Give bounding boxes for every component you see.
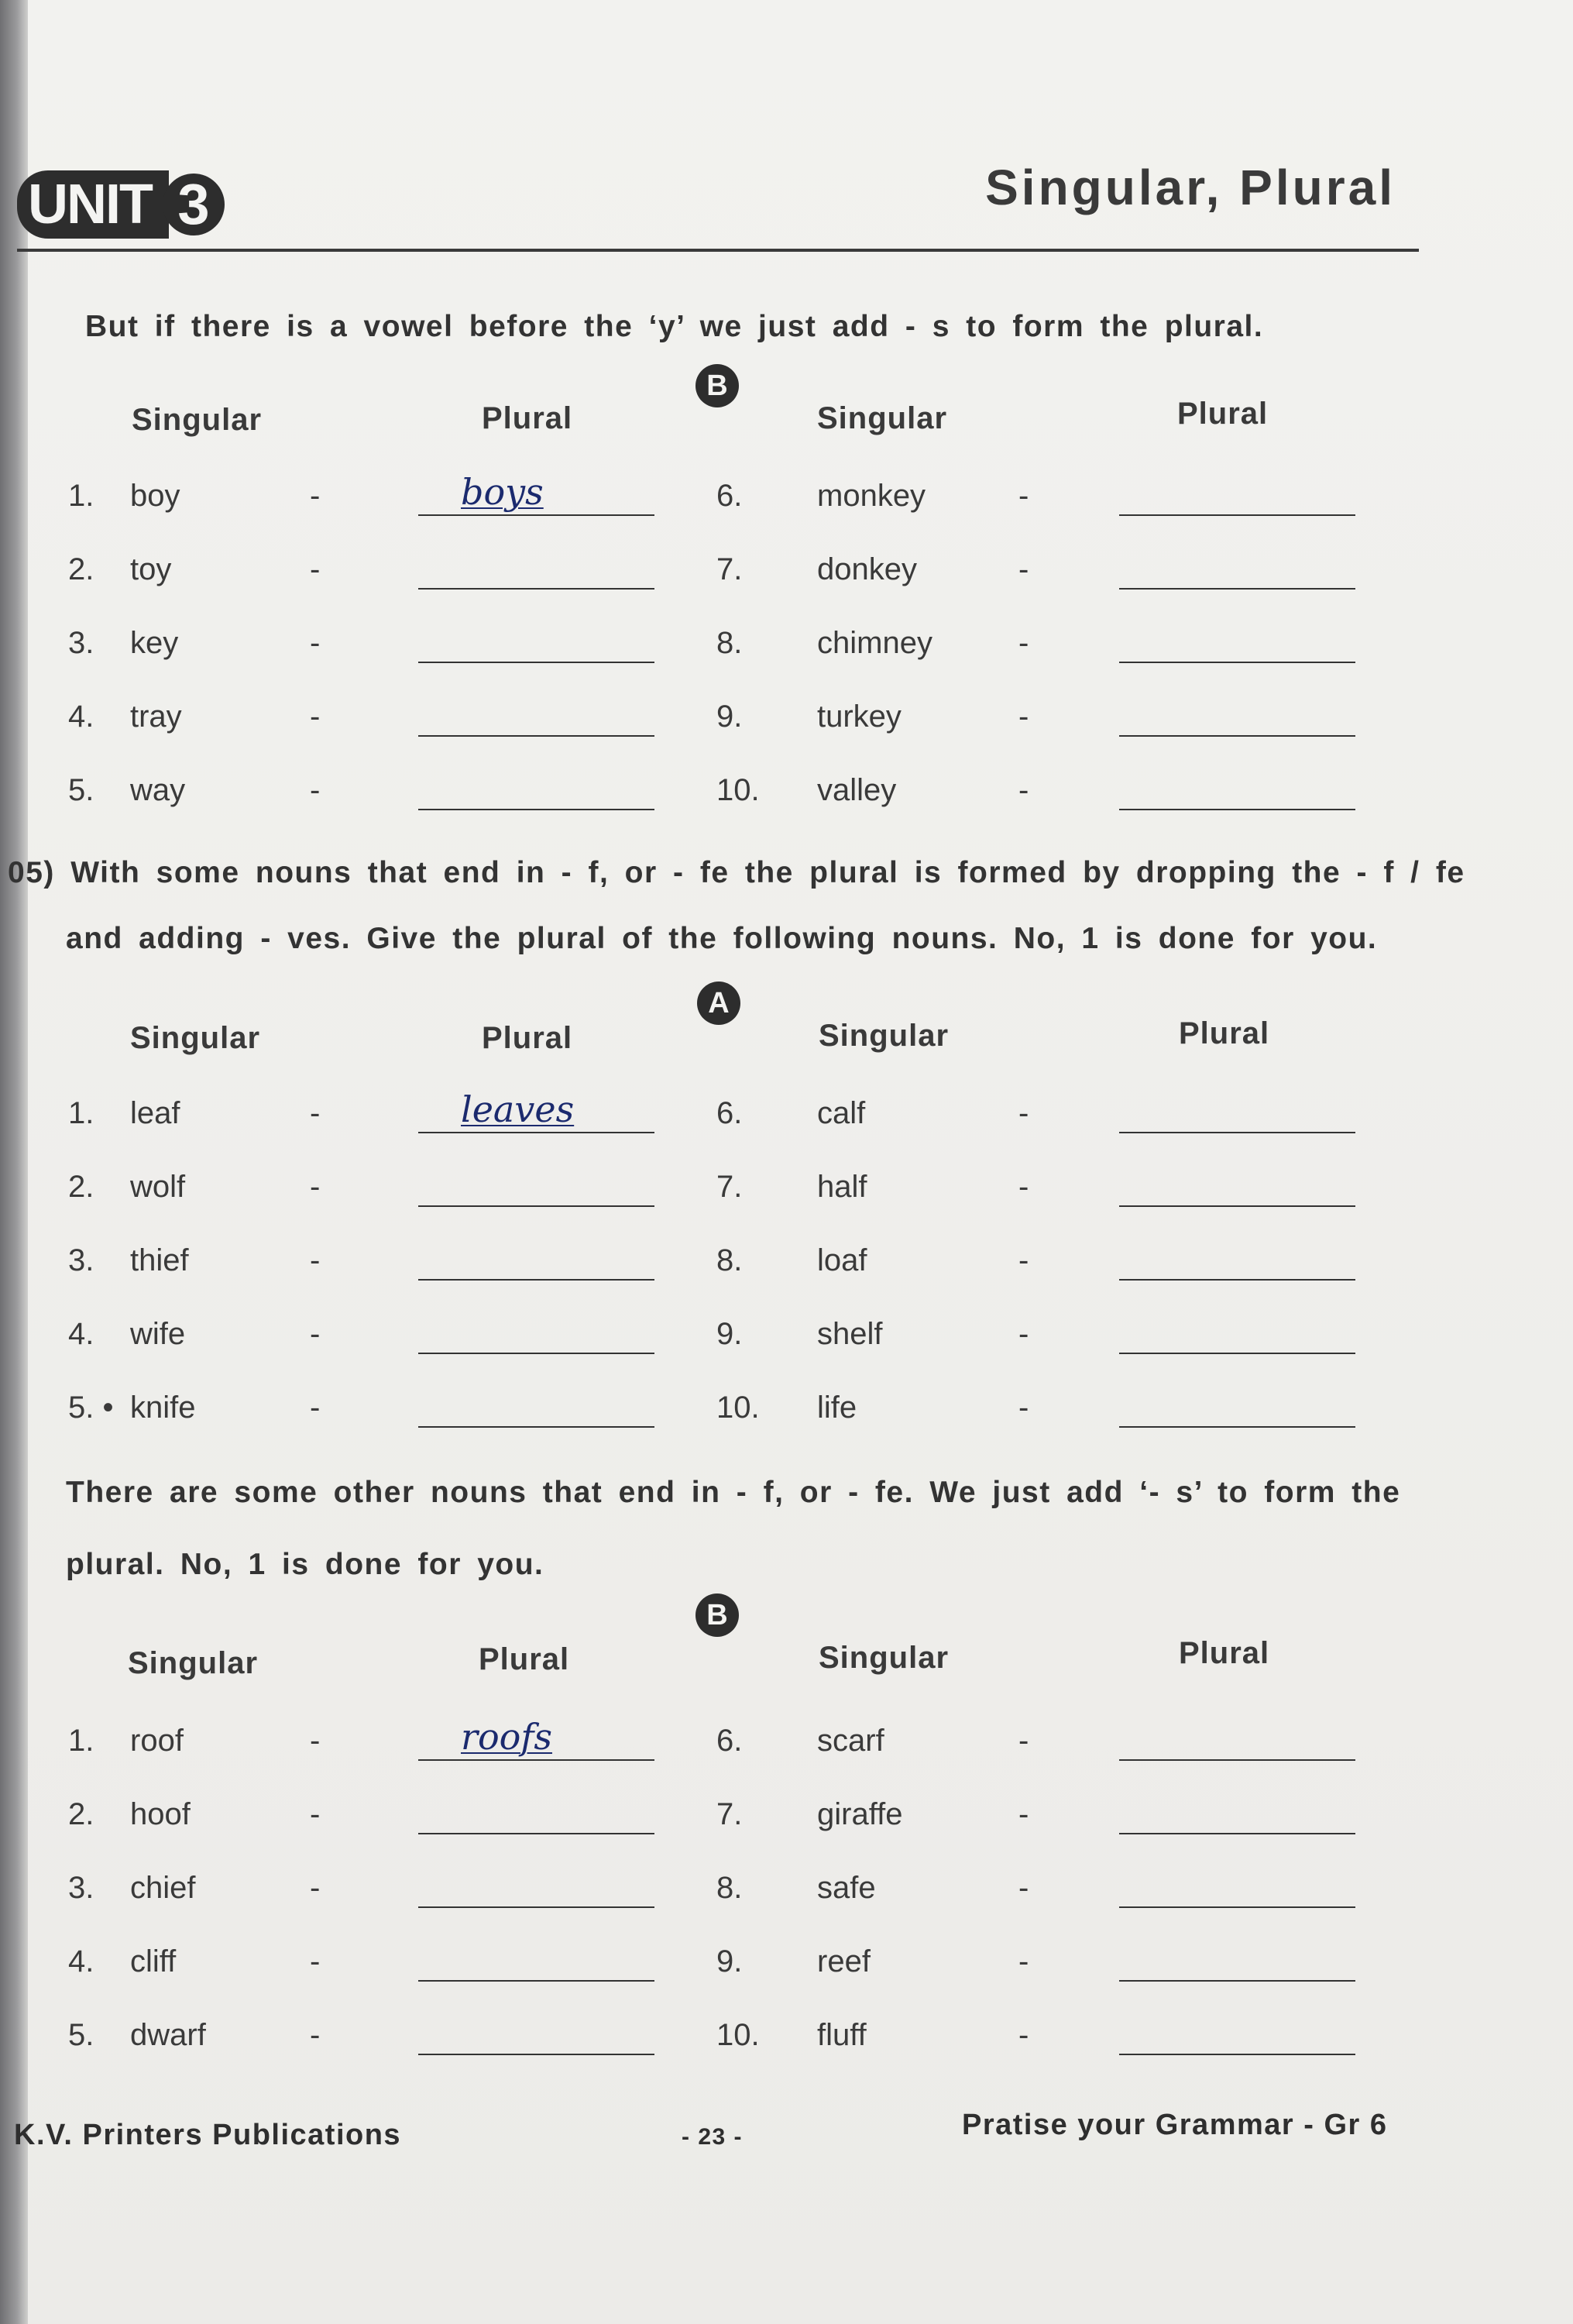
dash-separator: - xyxy=(1018,2018,1029,2052)
section2-line1-text: With some nouns that end in - f, or - fe the plural is formed by dropping the - f / fe xyxy=(70,856,1465,889)
unit-header xyxy=(17,159,1419,260)
singular-word: chimney xyxy=(817,626,932,660)
plural-answer-blank[interactable] xyxy=(1119,1906,1355,1908)
singular-word: calf xyxy=(817,1096,866,1130)
dash-separator: - xyxy=(310,626,321,660)
dash-separator: - xyxy=(310,700,321,734)
singular-word: reef xyxy=(817,1944,871,1978)
singular-word: chief xyxy=(130,1871,196,1905)
item-number: 5. • xyxy=(68,1391,114,1425)
singular-word: wolf xyxy=(130,1170,186,1204)
plural-answer-blank[interactable] xyxy=(1119,809,1355,810)
dash-separator: - xyxy=(1018,1096,1029,1130)
item-number: 10. xyxy=(716,773,760,807)
handwritten-answer: leaves xyxy=(461,1088,575,1130)
item-number: 2. xyxy=(68,1170,94,1204)
item-number: 6. xyxy=(716,479,743,513)
plural-answer-blank[interactable] xyxy=(1119,735,1355,737)
item-number: 2. xyxy=(68,552,94,586)
item-number: 6. xyxy=(716,1724,743,1758)
item-number: 9. xyxy=(716,1944,743,1978)
item-number: 4. xyxy=(68,1317,94,1351)
section2-right-row xyxy=(0,1243,1472,1290)
item-number: 1. xyxy=(68,479,94,513)
singular-word: tray xyxy=(130,700,182,734)
singular-word: shelf xyxy=(817,1317,883,1351)
unit-number: 3 xyxy=(163,174,225,235)
item-number: 1. xyxy=(68,1096,94,1130)
section2-left-plural-heading: Plural xyxy=(482,1021,573,1055)
dash-separator: - xyxy=(1018,1243,1029,1277)
item-number: 4. xyxy=(68,1944,94,1978)
plural-answer-blank[interactable] xyxy=(1119,588,1355,590)
dash-separator: - xyxy=(1018,1724,1029,1758)
section2-right-row xyxy=(0,1096,1472,1143)
singular-word: hoof xyxy=(130,1797,191,1831)
section1-right-singular-heading: Singular xyxy=(817,401,948,435)
item-number: 8. xyxy=(716,1243,743,1277)
section2-badge: A xyxy=(697,982,740,1025)
section3-right-row xyxy=(0,1871,1472,1917)
plural-answer-blank[interactable] xyxy=(1119,514,1355,516)
section2-right-plural-heading: Plural xyxy=(1179,1016,1270,1050)
handwritten-answer: boys xyxy=(461,471,544,513)
item-number: 9. xyxy=(716,1317,743,1351)
section3-rule-line2: plural. No, 1 is done for you. xyxy=(66,1548,544,1581)
section3-badge: B xyxy=(695,1593,739,1637)
dash-separator: - xyxy=(1018,626,1029,660)
singular-word: loaf xyxy=(817,1243,867,1277)
dash-separator: - xyxy=(1018,1871,1029,1905)
plural-answer-blank[interactable] xyxy=(1119,1833,1355,1834)
singular-word: turkey xyxy=(817,700,902,734)
singular-word: cliff xyxy=(130,1944,177,1978)
section1-left-singular-heading: Singular xyxy=(132,403,263,437)
footer-publisher: K.V. Printers Publications xyxy=(14,2119,402,2151)
dash-separator: - xyxy=(310,1944,321,1978)
singular-word: half xyxy=(817,1170,867,1204)
item-number: 6. xyxy=(716,1096,743,1130)
singular-word: dwarf xyxy=(130,2018,206,2052)
item-number: 5. xyxy=(68,2018,94,2052)
singular-word: giraffe xyxy=(817,1797,903,1831)
singular-word: toy xyxy=(130,552,172,586)
item-number: 3. xyxy=(68,626,94,660)
plural-answer-blank[interactable] xyxy=(1119,1426,1355,1428)
item-number: 8. xyxy=(716,1871,743,1905)
item-number: 8. xyxy=(716,626,743,660)
item-number: 5. xyxy=(68,773,94,807)
section1-right-plural-heading: Plural xyxy=(1177,397,1269,431)
item-number: 7. xyxy=(716,1170,743,1204)
singular-word: way xyxy=(130,773,186,807)
section1-intro: But if there is a vowel before the ‘y’ we just add - s to form the plural. xyxy=(85,310,1264,343)
dash-separator: - xyxy=(1018,552,1029,586)
singular-word: safe xyxy=(817,1871,876,1905)
item-number: 9. xyxy=(716,700,743,734)
section2-number: 05) xyxy=(8,856,55,889)
section2-right-row xyxy=(0,1391,1472,1437)
dash-separator: - xyxy=(310,1391,321,1425)
singular-word: key xyxy=(130,626,179,660)
dash-separator: - xyxy=(310,2018,321,2052)
plural-answer-blank[interactable] xyxy=(1119,1980,1355,1982)
dash-separator: - xyxy=(1018,773,1029,807)
singular-word: knife xyxy=(130,1391,196,1425)
section1-right-row xyxy=(0,626,1472,672)
dash-separator: - xyxy=(1018,1944,1029,1978)
plural-answer-blank[interactable] xyxy=(1119,1205,1355,1207)
section3-right-singular-heading: Singular xyxy=(819,1641,950,1675)
item-number: 3. xyxy=(68,1871,94,1905)
section3-left-singular-heading: Singular xyxy=(128,1646,259,1680)
singular-word: boy xyxy=(130,479,180,513)
dash-separator: - xyxy=(310,1871,321,1905)
plural-answer-blank[interactable] xyxy=(1119,1759,1355,1761)
footer-page-number: - 23 - xyxy=(682,2124,744,2150)
plural-answer-blank[interactable] xyxy=(1119,662,1355,663)
section3-right-row xyxy=(0,1724,1472,1770)
dash-separator: - xyxy=(310,1170,321,1204)
item-number: 7. xyxy=(716,552,743,586)
dash-separator: - xyxy=(310,479,321,513)
item-number: 10. xyxy=(716,2018,760,2052)
section1-badge: B xyxy=(695,364,739,407)
dash-separator: - xyxy=(310,1797,321,1831)
plural-answer-blank[interactable] xyxy=(1119,2054,1355,2055)
section3-left-plural-heading: Plural xyxy=(479,1642,570,1676)
section2-right-singular-heading: Singular xyxy=(819,1019,950,1053)
section1-right-row xyxy=(0,552,1472,599)
section1-left-plural-heading: Plural xyxy=(482,401,573,435)
section3-right-row xyxy=(0,2018,1472,2064)
unit-badge xyxy=(17,170,225,239)
dash-separator: - xyxy=(1018,700,1029,734)
item-number: 3. xyxy=(68,1243,94,1277)
page-title: Singular, Plural xyxy=(985,160,1396,215)
section1-right-row xyxy=(0,479,1472,525)
section3-right-row xyxy=(0,1797,1472,1844)
singular-word: leaf xyxy=(130,1096,180,1130)
singular-word: donkey xyxy=(817,552,917,586)
singular-word: wife xyxy=(130,1317,186,1351)
section3-right-row xyxy=(0,1944,1472,1991)
item-number: 7. xyxy=(716,1797,743,1831)
section2-right-row xyxy=(0,1317,1472,1363)
section2-rule-line2: and adding - ves. Give the plural of the following nouns. No, 1 is done for you. xyxy=(66,922,1378,955)
singular-word: monkey xyxy=(817,479,926,513)
singular-word: fluff xyxy=(817,2018,867,2052)
item-number: 1. xyxy=(68,1724,94,1758)
plural-answer-blank[interactable] xyxy=(1119,1132,1355,1133)
dash-separator: - xyxy=(310,1317,321,1351)
section3-rule-line1: There are some other nouns that end in - f, or - fe. We just add ‘- s’ to form the xyxy=(66,1476,1401,1509)
dash-separator: - xyxy=(1018,1797,1029,1831)
dash-separator: - xyxy=(1018,1391,1029,1425)
item-number: 10. xyxy=(716,1391,760,1425)
item-number: 4. xyxy=(68,700,94,734)
dash-separator: - xyxy=(1018,1170,1029,1204)
dash-separator: - xyxy=(1018,1317,1029,1351)
singular-word: thief xyxy=(130,1243,189,1277)
section2-rule-line1 xyxy=(8,856,1465,890)
singular-word: life xyxy=(817,1391,857,1425)
singular-word: roof xyxy=(130,1724,184,1758)
singular-word: scarf xyxy=(817,1724,884,1758)
section2-right-row xyxy=(0,1170,1472,1216)
handwritten-answer: roofs xyxy=(461,1716,553,1758)
dash-separator: - xyxy=(310,552,321,586)
footer-book-title: Pratise your Grammar - Gr 6 xyxy=(962,2109,1388,2141)
section2-left-singular-heading: Singular xyxy=(130,1021,261,1055)
section1-right-row xyxy=(0,700,1472,746)
plural-answer-blank[interactable] xyxy=(1119,1279,1355,1281)
dash-separator: - xyxy=(1018,479,1029,513)
section3-right-plural-heading: Plural xyxy=(1179,1636,1270,1670)
dash-separator: - xyxy=(310,773,321,807)
dash-separator: - xyxy=(310,1096,321,1130)
item-number: 2. xyxy=(68,1797,94,1831)
dash-separator: - xyxy=(310,1243,321,1277)
plural-answer-blank[interactable] xyxy=(1119,1353,1355,1354)
dash-separator: - xyxy=(310,1724,321,1758)
singular-word: valley xyxy=(817,773,897,807)
unit-word: UNIT xyxy=(17,170,169,239)
header-divider xyxy=(17,249,1419,252)
section1-right-row xyxy=(0,773,1472,820)
